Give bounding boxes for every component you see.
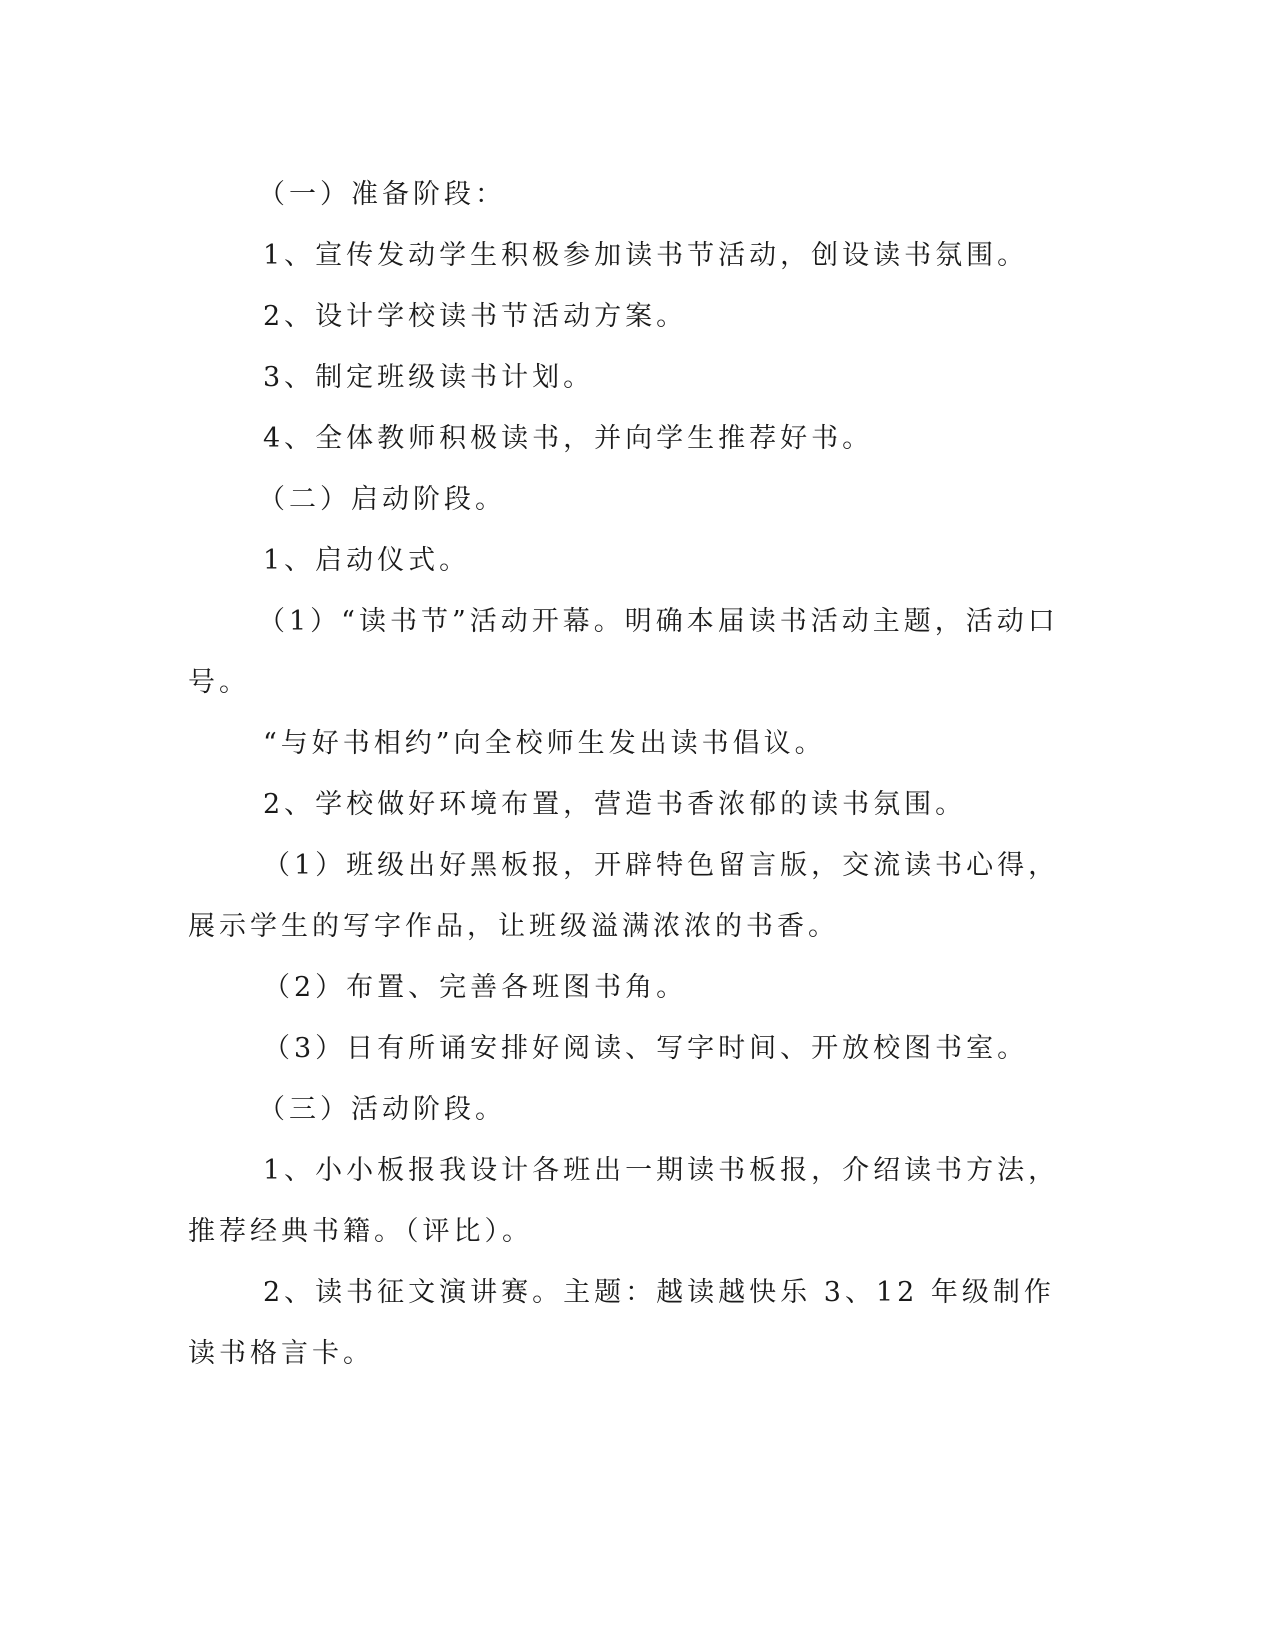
list-item: 3、制定班级读书计划。 xyxy=(263,362,595,393)
sub-item: （1）班级出好黑板报，开辟特色留言版，交流读书心得，展示学生的写字作品，让班级溢满浓浓的书香。 xyxy=(188,850,1060,942)
list-item: 2、读书征文演讲赛。主题：越读越快乐 3、12 年级制作读书格言卡。 xyxy=(188,1277,1055,1369)
document-body xyxy=(188,164,1060,1384)
sub-item: （1）“读书节”活动开幕。明确本届读书活动主题，活动口号。 xyxy=(188,606,1059,698)
section-heading-activity: （三）活动阶段。 xyxy=(258,1094,506,1125)
list-item: 1、小小板报我设计各班出一期读书板报，介绍读书方法，推荐经典书籍。（评比）。 xyxy=(188,1155,1060,1247)
list-item: 1、启动仪式。 xyxy=(263,545,471,576)
section-heading-preparation: （一）准备阶段： xyxy=(258,179,506,210)
sub-item: （3）日有所诵安排好阅读、写字时间、开放校图书室。 xyxy=(263,1033,1029,1064)
list-item: 2、设计学校读书节活动方案。 xyxy=(263,301,688,332)
section-heading-launch: （二）启动阶段。 xyxy=(258,484,506,515)
list-item: 2、学校做好环境布置，营造书香浓郁的读书氛围。 xyxy=(263,789,967,820)
list-item: 1、宣传发动学生积极参加读书节活动，创设读书氛围。 xyxy=(263,240,1029,271)
paragraph: “与好书相约”向全校师生发出读书倡议。 xyxy=(263,728,826,759)
list-item: 4、全体教师积极读书，并向学生推荐好书。 xyxy=(263,423,874,454)
sub-item: （2）布置、完善各班图书角。 xyxy=(263,972,688,1003)
